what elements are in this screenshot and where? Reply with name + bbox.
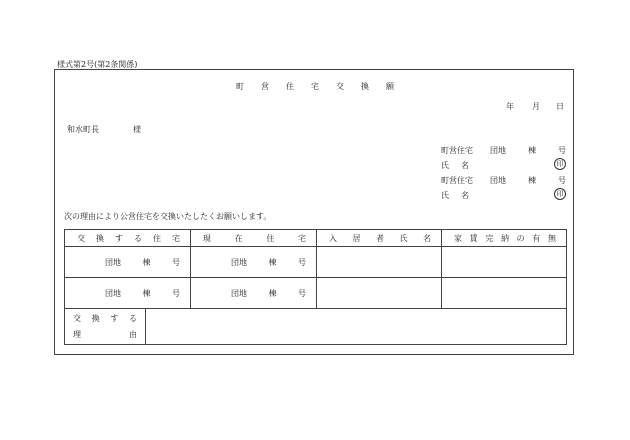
header-current-housing: 現 在 住 宅 xyxy=(191,230,317,247)
date-year: 年 xyxy=(506,102,514,111)
resident-name-cell[interactable] xyxy=(317,247,442,278)
applicant-2-name-label: 氏 名 xyxy=(441,191,469,200)
addressee-honorific: 様 xyxy=(133,125,141,134)
seal-mark: 印 xyxy=(554,188,566,200)
applicant-1-property-label: 町営住宅 xyxy=(441,146,473,155)
applicant-2-estate: 団地 xyxy=(490,176,506,185)
current-address-cell: 団地 棟 号 xyxy=(191,247,317,278)
form-number: 様式第2号(第2条関係) xyxy=(57,60,138,69)
current-address-cell: 団地 棟 号 xyxy=(191,278,317,309)
exchange-table xyxy=(64,229,567,345)
exchange-address-cell: 団地 棟 号 xyxy=(65,247,191,278)
rent-paid-cell[interactable] xyxy=(442,247,567,278)
request-text: 次の理由により公営住宅を交換いたしたくお願いします。 xyxy=(64,212,272,221)
rent-paid-cell[interactable] xyxy=(442,278,567,309)
table-row xyxy=(65,278,567,309)
applicant-1-number: 号 xyxy=(558,146,566,155)
resident-name-cell[interactable] xyxy=(317,278,442,309)
date-day: 日 xyxy=(556,102,564,111)
reason-input-cell[interactable] xyxy=(146,309,567,345)
header-resident-name: 入 居 者 氏 名 xyxy=(317,230,442,247)
applicant-2-number: 号 xyxy=(558,176,566,185)
applicant-2-building: 棟 xyxy=(528,176,536,185)
applicant-1-estate: 団地 xyxy=(490,146,506,155)
addressee-name: 和水町長 xyxy=(67,125,99,134)
date-month: 月 xyxy=(532,102,540,111)
reason-label-line2: 理 由 xyxy=(73,330,137,339)
applicant-1-building: 棟 xyxy=(528,146,536,155)
reason-row xyxy=(65,309,567,345)
applicant-1-name-label: 氏 名 xyxy=(441,161,469,170)
header-rent-paid: 家 賃 完 納 の 有 無 xyxy=(442,230,567,247)
applicant-2-property-label: 町営住宅 xyxy=(441,176,473,185)
seal-mark: 印 xyxy=(554,158,566,170)
applicant-1-seal xyxy=(554,158,566,170)
table-header-row xyxy=(65,230,567,247)
reason-label-line1: 交 換 す る xyxy=(73,314,137,323)
applicant-2-seal xyxy=(554,188,566,200)
table-row xyxy=(65,247,567,278)
form-title: 町 営 住 宅 交 換 願 xyxy=(236,82,394,91)
header-exchange-housing: 交 換 す る 住 宅 xyxy=(65,230,191,247)
exchange-address-cell: 団地 棟 号 xyxy=(65,278,191,309)
reason-label-cell xyxy=(65,309,146,345)
